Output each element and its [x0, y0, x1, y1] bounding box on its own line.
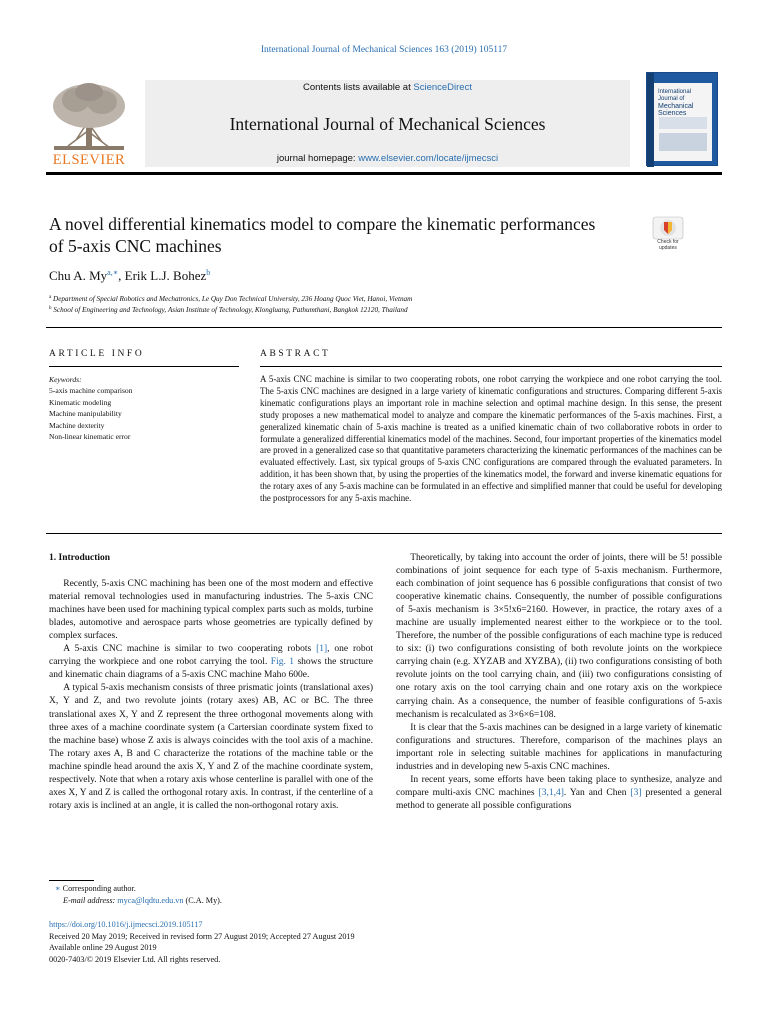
author-separator: ,	[118, 268, 125, 283]
author-name: Erik L.J. Bohez	[124, 268, 207, 283]
keyword-item: Non-linear kinematic error	[49, 432, 131, 442]
abstract-rule	[260, 366, 722, 367]
author-name: Chu A. My	[49, 268, 108, 283]
homepage-link[interactable]: www.elsevier.com/locate/ijmecsci	[358, 153, 499, 164]
affiliation-mark: b	[49, 306, 52, 311]
keywords-block	[49, 374, 239, 442]
available-online: Available online 29 August 2019	[49, 943, 157, 953]
body-right-column	[396, 552, 722, 813]
check-updates-label: Check for updates	[657, 239, 679, 251]
text-run: In recent years, some efforts have been taking place to synthesize, analyze and compare multi-axis CNC machines	[396, 774, 722, 798]
affiliation-mark: a	[49, 295, 52, 300]
doi-link[interactable]: https://doi.org/10.1016/j.ijmecsci.2019.105117	[49, 920, 203, 929]
affiliation-text: Department of Special Robotics and Mechatronics, Le Quy Don Technical University, 236 Hoang Quoc Viet, Hanoi, Vietnam	[53, 295, 413, 303]
homepage-line	[145, 153, 630, 164]
contents-prefix: Contents lists available at	[303, 82, 414, 93]
cover-title-line1: International Journal of	[658, 89, 692, 102]
keyword-item: 5-axis machine comparison	[49, 386, 133, 396]
cover-figure-2	[659, 133, 707, 151]
text-run: , one robot carrying the workpiece and one robot carrying the tool.	[49, 644, 374, 668]
keywords-label: Keywords:	[49, 375, 82, 384]
footnote-mark: ∗	[55, 884, 61, 893]
footnote-text: Corresponding author.	[62, 884, 136, 893]
reference-link[interactable]: [3]	[630, 787, 642, 798]
cover-title-line3: Sciences	[658, 110, 687, 117]
keyword-item: Machine dexterity	[49, 420, 105, 430]
footnote-rule	[49, 880, 94, 881]
text-run: A 5-axis CNC machine is similar to two cooperating robots	[63, 644, 317, 655]
keyword-item: Machine manipulability	[49, 409, 122, 419]
body-paragraph	[49, 643, 373, 682]
body-left-column	[49, 552, 373, 813]
email-label: E-mail address:	[63, 895, 118, 905]
article-footer	[49, 919, 355, 965]
body-paragraph: It is clear that the 5-axis machines can be designed in a large variety of kinematic configurations and structures. Therefore, comparison of the machines plays an important role in selecting suitable machines for applications in manufacturing industries and in developing new 5-axis CNC machines.	[396, 722, 722, 772]
affiliation-b	[49, 306, 408, 314]
abstract-bottom-rule	[46, 533, 722, 534]
cover-title-line2: Mechanical	[658, 103, 694, 110]
cover-title	[658, 89, 712, 117]
body-paragraph: A typical 5-axis mechanism consists of three prismatic joints (translational axes) X, Y and Z, and two revolute joints (rotary axes) AB, AC or BC. The three translational axes X, Y and Z represent the three orthogonal movements along with three axes of a machine coordinate system (a Cartersian coordinate system fixed to the machine base) whose Z axis is always coincides with the tool axis of a machine. The rotary axes A, B and C characterize the rotations of the machine table or the machine spindle head around the axis X, Y and Z of the machine coordinate system, respectively. Note that when a rotary axis whose centerline is parallel with one of the axes X, Y and Z is called the orthogonal rotary axis. In contrast, if the centerline of a rotary axis is inclined at an angle, it is called the non-orthogonal rotary axis.	[49, 683, 373, 811]
homepage-prefix: journal homepage:	[276, 153, 359, 164]
text-run: shows the structure and kinematic chain diagrams of a 5-axis CNC machine Maho 600e.	[49, 657, 373, 681]
reference-link[interactable]: [3,1,4]	[538, 787, 564, 798]
footnote-block	[55, 883, 222, 906]
contents-line	[145, 82, 630, 93]
email-suffix: (C.A. My).	[183, 895, 222, 905]
affiliation-text: School of Engineering and Technology, Asian Institute of Technology, Klongluang, Pathumthani, Bangkok 12120, Thailand	[53, 306, 408, 314]
reference-link[interactable]: [1]	[316, 644, 328, 655]
section-heading-introduction: 1. Introduction	[49, 553, 111, 563]
sciencedirect-link[interactable]: ScienceDirect	[413, 82, 472, 93]
journal-name: International Journal of Mechanical Sciences	[229, 114, 546, 134]
copyright-line: 0020-7403/© 2019 Elsevier Ltd. All rights reserved.	[49, 954, 221, 964]
header-rule	[46, 172, 722, 175]
body-paragraph: Recently, 5-axis CNC machining has been one of the most modern and effective material removal technologies used in manufacturing industries. The 5-axis CNC machines have been used for machining typical complex parts such as molds, turbine blades, automotive and aerospace parts whose geometries are typically defined by complex surfaces.	[49, 579, 373, 642]
elsevier-wordmark: ELSEVIER	[52, 152, 126, 168]
received-dates: Received 20 May 2019; Received in revised form 27 August 2019; Accepted 27 August 2019	[49, 931, 355, 941]
abstract-heading: ABSTRACT	[260, 349, 331, 359]
check-updates-icon	[650, 216, 686, 240]
email-link[interactable]: myca@lqdtu.edu.vn	[117, 895, 184, 905]
article-info-rule	[49, 366, 239, 367]
journal-cover-thumbnail[interactable]	[646, 72, 718, 166]
paper-title: A novel differential kinematics model to compare the kinematic performances of 5-axis CNC machines	[49, 214, 596, 256]
footnote-corresponding	[55, 883, 222, 895]
author-affiliation-mark[interactable]: b	[206, 268, 211, 277]
article-info-heading: ARTICLE INFO	[49, 349, 145, 359]
text-run: . Yan and Chen	[563, 787, 631, 798]
cover-spine	[647, 73, 654, 167]
journal-citation-link[interactable]: International Journal of Mechanical Sciences 163 (2019) 105117	[260, 45, 508, 55]
abstract-text: A 5-axis CNC machine is similar to two cooperating robots, one robot carrying the workpiece and one robot carrying the tool. The 5-axis CNC machines are designed in a large variety of kinematic configurations and structures. Comparing different 5-axis kinematic configurations plays an important role in machine selection and optimal machine design. In this sense, the present study proposes a new mathematical model to analyze and compare the kinematic performances of the 5-axis machines. First, a generalized kinematic chain of 5-axis machine is treated as a unified kinematic chain of two collaborative robots in order to formulate a generalized differential kinematics model of the machines. Second, four important properties of the kinematics model are proved in a generalized case so that quantitative parameters characterizing the kinematic performances of the machines can be evaluated effectively. Last, six typical groups of 5-axis CNC configurations are compared through the evaluated parameters. In addition, it has been shown that, by using the properties of the kinematics model, the forward and inverse kinematic equations for the rotary axes of any 5-axis machine can be formulated in an effective and simplified manner that could be useful for developing the postprocessors for any 5-axis machine.	[260, 374, 722, 504]
author-affiliation-mark[interactable]: a,∗	[107, 268, 119, 277]
cover-panel	[654, 83, 712, 161]
keyword-item: Kinematic modeling	[49, 397, 112, 407]
affiliation-rule	[46, 327, 722, 328]
author-list	[49, 268, 210, 284]
footnote-email-line	[55, 895, 222, 907]
figure-link[interactable]: Fig. 1	[270, 657, 295, 668]
text-run: presented a general method to generate all possible configurations	[396, 787, 722, 811]
body-paragraph	[396, 774, 722, 813]
affiliation-a	[49, 295, 412, 303]
cover-figure-1	[659, 117, 707, 129]
body-paragraph: Theoretically, by taking into account the order of joints, there will be 5! possible combinations of joint sequence for each type of 5-axis mechanism. Furthermore, each combination of joint sequence has 6 possible configurations that consist of two cooperative kinematic chains. Consequently, the number of possible configurations of 5-axis mechanism is 3×5!x6=2160. However, in practice, the rotary axes of a machine are usually implemented nearest either to the workpiece or to the tool. Therefore, the number of the possible configurations of each machine type is reduced to six: (i) two configurations consisting of both revolute joints on the workpiece carrying chain (e.g. XYZAB and XYZBA), (ii) two configurations consisting of both revolute joints on the tool carrying chain, and (iii) two configurations consisting of one rotary axis on the tool carrying chain and one rotary axis on the workpiece carrying chain. As a consequence, the number of feasible configurations of 5-axis mechanism is recalculated as 3×6×6=108.	[396, 553, 722, 720]
